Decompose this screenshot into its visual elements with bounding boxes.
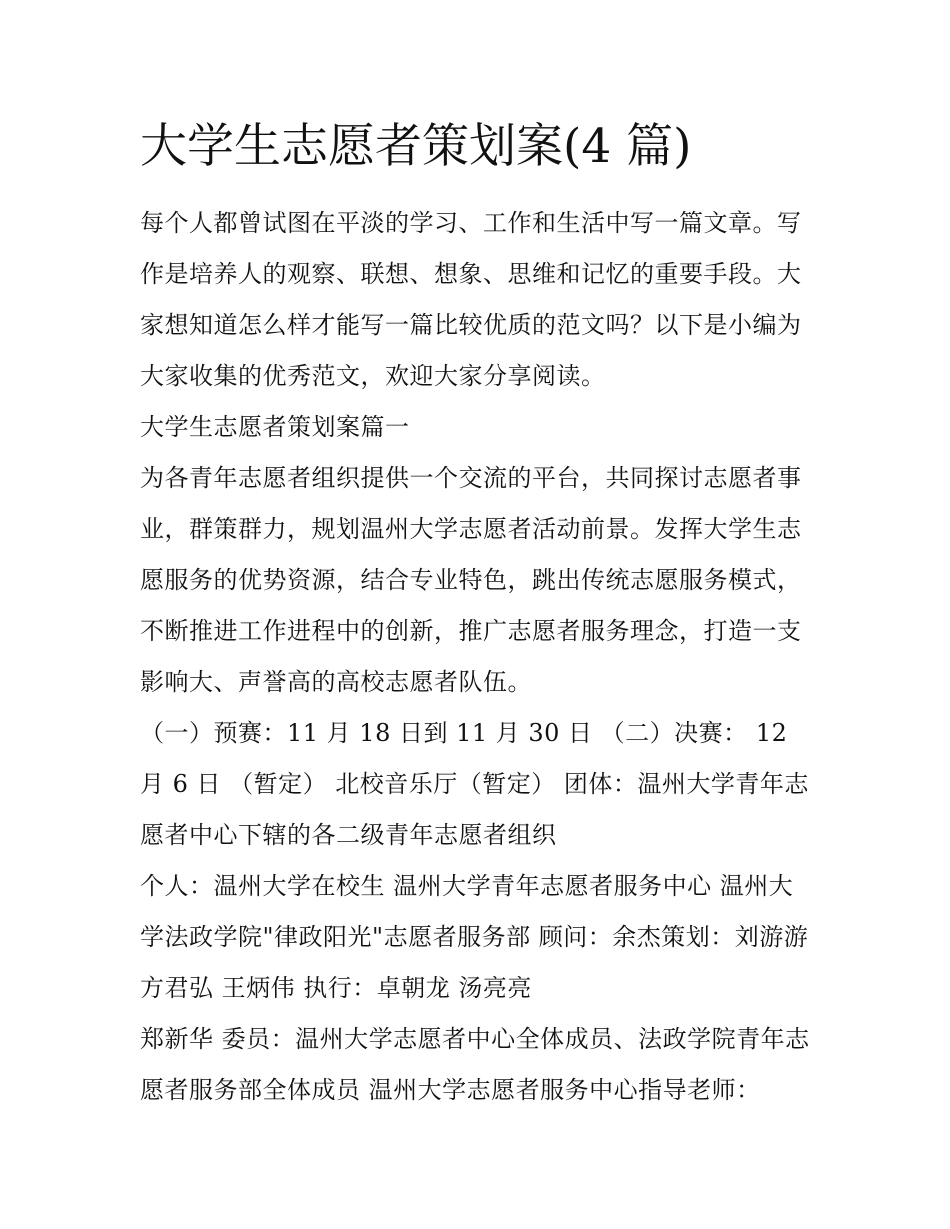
purpose-paragraph: 为各青年志愿者组织提供一个交流的平台，共同探讨志愿者事业，群策群力，规划温州大学志愿者活动前景。发挥大学生志愿服务的优势资源，结合专业特色，跳出传统志愿服务模式，不断推进工作进程中的创新，推广志愿者服务理念，打造一支影响大、声誉高的高校志愿者队伍。 xyxy=(140,464,802,696)
participants-paragraph: 个人：温州大学在校生 温州大学青年志愿者服务中心 温州大学法政学院"律政阳光"志愿者服务部 顾问：余杰策划：刘游游 方君弘 王炳伟 执行：卓朝龙 汤亮亮 xyxy=(140,872,809,1002)
document-title: 大学生志愿者策划案(4 篇) xyxy=(140,119,692,174)
intro-paragraph: 每个人都曾试图在平淡的学习、工作和生活中写一篇文章。写作是培养人的观察、联想、想象、思维和记忆的重要手段。大家想知道怎么样才能写一篇比较优质的范文吗？以下是小编为大家收集的优秀范文，欢迎大家分享阅读。 xyxy=(140,209,802,390)
committee-paragraph: 郑新华 委员：温州大学志愿者中心全体成员、法政学院青年志愿者服务部全体成员 温州大学志愿者服务中心指导老师： xyxy=(140,1025,810,1104)
schedule-paragraph: （一）预赛：11 月 18 日到 11 月 30 日 （二）决赛： 12 月 6 日 （暂定） 北校音乐厅（暂定） 团体：温州大学青年志愿者中心下辖的各二级青年志愿者组织 xyxy=(140,719,809,849)
section-heading: 大学生志愿者策划案篇一 xyxy=(140,413,410,441)
document-body xyxy=(140,198,815,1116)
